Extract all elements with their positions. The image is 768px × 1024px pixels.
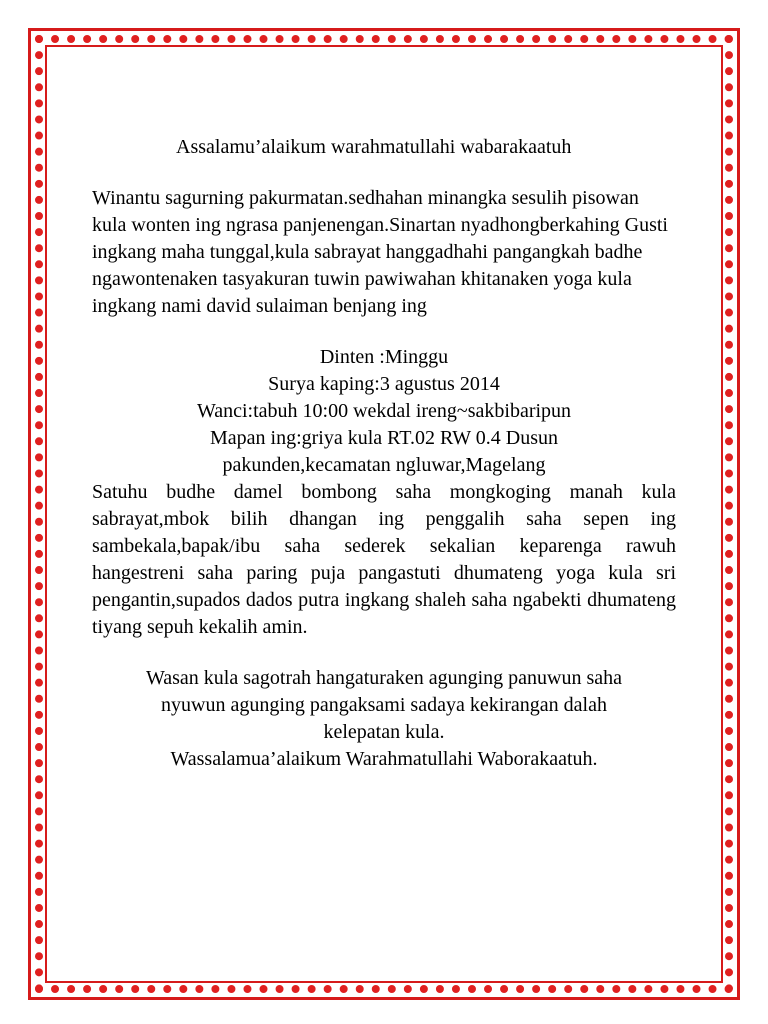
event-place-line1: Mapan ing:griya kula RT.02 RW 0.4 Dusun <box>209 427 559 449</box>
farewell: Wassalamua’alaikum Warahmatullahi Waborakaatuh. <box>170 748 598 770</box>
letter-content <box>92 134 676 773</box>
closing-line2: nyuwun agunging pangaksami sadaya kekirangan dalah <box>161 694 607 716</box>
event-day: Dinten :Minggu <box>319 346 449 368</box>
closing-line1: Wasan kula sagotrah hangaturaken agunging panuwun saha <box>145 667 622 689</box>
greeting: Assalamu’alaikum warahmatullahi wabarakaatuh <box>176 136 572 158</box>
body-paragraph: Satuhu budhe damel bombong saha mongkoging manah kula sabrayat,mbok bilih dhangan ing penggalih saha sepen ing sambekala,bapak/ibu saha sederek sekalian keparenga rawuh hangestreni saha paring puja pangastuti dhumateng yoga kula sri pengantin,supados dados putra ingkang shaleh saha ngabekti dhumateng tiyang sepuh kekalih amin. <box>92 481 676 638</box>
event-details <box>92 344 676 479</box>
event-place-line2: pakunden,kecamatan ngluwar,Magelang <box>222 454 546 476</box>
event-date: Surya kaping:3 agustus 2014 <box>268 373 500 395</box>
closing-line3: kelepatan kula. <box>323 721 445 743</box>
closing-paragraph <box>92 665 676 773</box>
event-time: Wanci:tabuh 10:00 wekdal ireng~sakbibaripun <box>196 400 572 422</box>
intro-paragraph: Winantu sagurning pakurmatan.sedhahan minangka sesulih pisowan kula wonten ing ngrasa panjenengan.Sinartan nyadhongberkahing Gusti ingkang maha tunggal,kula sabrayat hanggadhahi pangangkah badhe ngawontenaken tasyakuran tuwin pawiwahan khitanaken yoga kula ingkang nami david sulaiman benjang ing <box>92 187 668 317</box>
